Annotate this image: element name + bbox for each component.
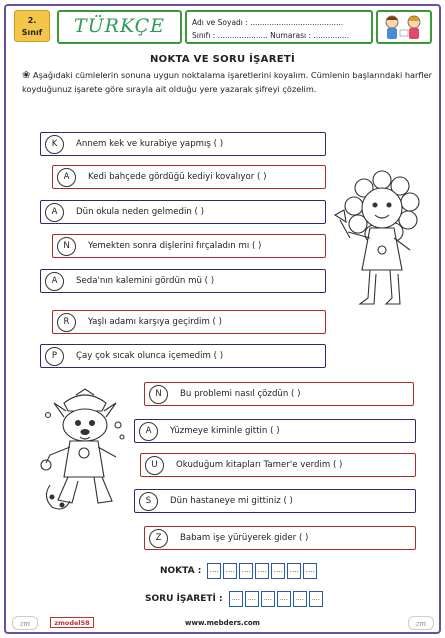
soru-answer-line [145, 591, 323, 607]
sentence-row [52, 165, 326, 189]
sentence-row [144, 526, 416, 550]
dog-illustration [40, 385, 130, 520]
answer-cell[interactable]: .... [261, 591, 275, 607]
sentence-text[interactable]: Bu problemi nasıl çözdün ( ) [180, 389, 301, 399]
footer-code: zmodel58 [50, 617, 94, 628]
page-title: NOKTA VE SORU İŞARETİ [150, 54, 295, 65]
sentence-letter: U [145, 456, 164, 475]
answer-cell[interactable]: .... [303, 563, 317, 579]
instruction-body: Aşağıdaki cümlelerin sonuna uygun noktalama işaretlerini koyalım. Cümlenin başlarındaki harfler koyduğunuz işarete göre sırayla ait olduğu yere yazarak şifreyi çözelim. [22, 70, 432, 94]
soru-label: SORU İŞARETİ : [145, 594, 223, 604]
answer-cell[interactable]: .... [271, 563, 285, 579]
answer-cell[interactable]: .... [293, 591, 307, 607]
sentence-letter: N [149, 385, 168, 404]
flower-girl-illustration [330, 170, 430, 320]
flower-bullet-icon: ❀ [22, 70, 31, 81]
sentence-letter: P [45, 347, 64, 366]
sentence-letter: A [45, 203, 64, 222]
sentence-text[interactable]: Babam işe yürüyerek gider ( ) [180, 533, 309, 543]
sentence-letter: N [57, 237, 76, 256]
sentence-text[interactable]: Yemekten sonra dişlerini fırçaladın mı ( ) [88, 241, 262, 251]
instruction-text [22, 69, 432, 95]
sentence-letter: A [57, 168, 76, 187]
sentence-row [52, 234, 326, 258]
sentence-row [134, 489, 416, 513]
sentence-row [40, 269, 326, 293]
answer-cell[interactable]: .... [239, 563, 253, 579]
answer-cell[interactable]: .... [207, 563, 221, 579]
grade-label: Sınıf [21, 28, 43, 37]
sentence-text[interactable]: Çay çok sıcak olunca içemedim ( ) [76, 351, 224, 361]
footer-website[interactable]: www.mebders.com [185, 619, 260, 627]
sentence-text[interactable]: Dün okula neden gelmedin ( ) [76, 207, 204, 217]
sentence-row [40, 200, 326, 224]
answer-cell[interactable]: .... [255, 563, 269, 579]
nokta-answer-line [160, 563, 317, 579]
sentence-text[interactable]: Kedi bahçede gördüğü kediyi kovalıyor ( ) [88, 172, 267, 182]
sentence-letter: K [45, 135, 64, 154]
footer-logo-left: zm [12, 616, 38, 630]
sentence-text[interactable]: Seda'nın kalemini gördün mü ( ) [76, 276, 215, 286]
grade-number: 2. [27, 16, 37, 25]
sentence-row [140, 453, 416, 477]
sentence-row [40, 344, 326, 368]
class-field[interactable]: Sınıfı : ..................... Numarası : ............... [192, 31, 350, 40]
sentence-text[interactable]: Yaşlı adamı karşıya geçirdim ( ) [88, 317, 222, 327]
sentence-row [52, 310, 326, 334]
answer-cell[interactable]: .... [277, 591, 291, 607]
grade-badge [14, 10, 50, 42]
nokta-label: NOKTA : [160, 566, 202, 576]
sentence-row [144, 382, 414, 406]
name-field[interactable]: Adı ve Soyadı : ....................................... [192, 18, 344, 27]
footer-logo-right: zm [408, 616, 434, 630]
answer-cell[interactable]: .... [223, 563, 237, 579]
sentence-row [134, 419, 416, 443]
sentence-text[interactable]: Okuduğum kitapları Tamer'e verdim ( ) [176, 460, 343, 470]
answer-cell[interactable]: .... [309, 591, 323, 607]
sentence-text[interactable]: Dün hastaneye mi gittiniz ( ) [170, 496, 293, 506]
subject-title: TÜRKÇE [57, 10, 182, 44]
sentence-letter: Z [149, 529, 168, 548]
sentence-letter: S [139, 492, 158, 511]
sentence-text[interactable]: Annem kek ve kurabiye yapmış ( ) [76, 139, 224, 149]
sentence-text[interactable]: Yüzmeye kiminle gittin ( ) [170, 426, 280, 436]
sentence-letter: R [57, 313, 76, 332]
answer-cell[interactable]: .... [229, 591, 243, 607]
sentence-letter: A [45, 272, 64, 291]
student-info-box [185, 10, 373, 44]
children-illustration [376, 10, 432, 44]
answer-cell[interactable]: .... [245, 591, 259, 607]
answer-cell[interactable]: .... [287, 563, 301, 579]
sentence-row [40, 132, 326, 156]
sentence-letter: A [139, 422, 158, 441]
